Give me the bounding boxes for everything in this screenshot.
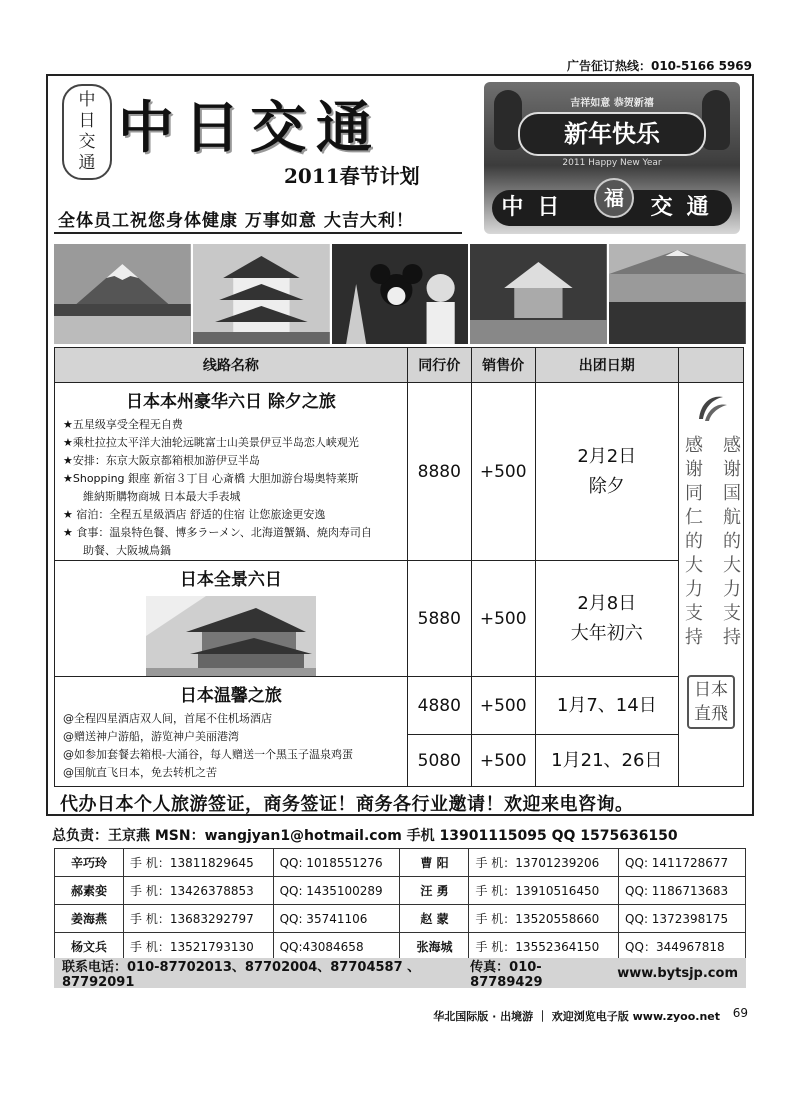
seal-char: 日 (78, 111, 96, 131)
feature-line: ★安排：东京大阪京都箱根加游伊豆半岛 (63, 454, 260, 467)
contact-phone: 手 机：13426378853 (124, 877, 274, 905)
date-note: 除夕 (588, 475, 625, 497)
ny-title: 新年快乐 (518, 112, 706, 156)
table-row (55, 677, 744, 735)
page-number: 69 (732, 1006, 748, 1020)
contact-row (55, 849, 746, 877)
mount-fuji-flowers-image (54, 244, 191, 344)
seal-char: 通 (78, 153, 96, 173)
contact-qq: QQ: 1018551276 (273, 849, 400, 877)
feature-line: ★五星级享受全程无自费 (63, 418, 183, 431)
osaka-castle-image (193, 244, 330, 344)
fu-emblem: 福 (594, 178, 634, 218)
ny-brand-left: 中日 (501, 195, 574, 220)
route-features (55, 710, 407, 782)
direct-flight-stamp: 日本直飛 (687, 675, 735, 729)
website-link[interactable]: www.bytsjp.com (617, 965, 738, 981)
date-note: 大年初六 (570, 622, 643, 644)
contact-name: 杨文兵 (55, 933, 124, 961)
contact-bar (54, 958, 746, 988)
thanks-text (679, 435, 743, 651)
greeting: 全体员工祝您身体健康 万事如意 大吉大利！ (58, 211, 414, 231)
contact-name: 辛巧玲 (55, 849, 124, 877)
sale-price: +500 (471, 735, 535, 787)
col-header: 线路名称 (55, 348, 408, 383)
contact-phone: 手 机：13520558660 (469, 905, 619, 933)
thanks-airline: 感谢国航的大力支持 (719, 435, 741, 651)
contact-qq: QQ: 35741106 (273, 905, 400, 933)
ny-year: 2011 Happy New Year (562, 158, 662, 168)
brand-title: 中日交通 (118, 95, 382, 161)
col-header: 同行价 (407, 348, 471, 383)
contact-phone: 手 机：13701239206 (469, 849, 619, 877)
col-header: 出团日期 (535, 348, 678, 383)
departure-date: 1月7、14日 (535, 677, 678, 735)
table-header-row (55, 348, 744, 383)
greeting-underline (54, 232, 462, 234)
contact-name: 汪 勇 (400, 877, 469, 905)
contact-row (55, 877, 746, 905)
contact-qq: QQ: 1411728677 (619, 849, 746, 877)
peer-price: 4880 (407, 677, 471, 735)
peer-price: 5080 (407, 735, 471, 787)
feature-line: ★Shopping 銀座 新宿３丁目 心斎橋 大胆加游台場奥特莱斯 (63, 472, 359, 485)
thanks-column (678, 383, 743, 787)
contact-qq: QQ: 1435100289 (273, 877, 400, 905)
seal-char: 交 (78, 132, 96, 152)
route-cell (55, 561, 408, 677)
manager-contact: 总负责：王京燕 MSN：wangjyan1@hotmail.com 手机 13901115095 QQ 1575636150 (52, 828, 678, 844)
feature-line: ★ 宿泊：全程五星級酒店 舒适的住宿 让您旅途更安逸 (63, 508, 326, 521)
tel-line: 联系电话：010-87702013、87702004、87704587 、87792091 (62, 960, 421, 990)
route-name: 日本本州豪华六日 除夕之旅 (125, 392, 336, 412)
ny-blessing: 吉祥如意 恭贺新禧 (570, 98, 654, 109)
route-cell (55, 383, 408, 561)
peer-price: 8880 (407, 383, 471, 561)
feature-line: @全程四星酒店双人间，首尾不住机场酒店 (63, 712, 272, 725)
tour-table (54, 347, 744, 787)
plan-subtitle: 2011春节计划 (284, 164, 420, 188)
ad-hotline: 广告征订热线：010-5166 5969 (566, 59, 752, 73)
contact-qq: QQ: 1372398175 (619, 905, 746, 933)
sale-price: +500 (471, 383, 535, 561)
contact-name: 郝素娈 (55, 877, 124, 905)
contact-row (55, 905, 746, 933)
feature-line: @如参加套餐去箱根-大涌谷，每人赠送一个黑玉子温泉鸡蛋 (63, 748, 353, 761)
ny-brand-right: 交通 (650, 195, 723, 220)
contact-phone: 手 机：13811829645 (124, 849, 274, 877)
fax-line: 传真：010-87789429 (470, 960, 543, 990)
golden-pavilion-image (470, 244, 607, 344)
brand-seal (62, 84, 112, 180)
contact-name: 姜海燕 (55, 905, 124, 933)
feature-line: ★ 食事：温泉特色餐、博多ラーメン、北海道蟹鍋、焼肉寿司自 (63, 526, 372, 539)
temple-snow-image (146, 596, 316, 676)
contact-name: 赵 蒙 (400, 905, 469, 933)
table-row (55, 383, 744, 561)
contact-qq: QQ: 1186713683 (619, 877, 746, 905)
contact-name: 曹 阳 (400, 849, 469, 877)
feature-line: @国航直飞日本，免去转机之苦 (63, 766, 217, 779)
table-row (55, 561, 744, 677)
feature-line: ★乘杜拉拉太平洋大油轮远眺富士山美景伊豆半岛恋人峡观光 (63, 436, 359, 449)
contact-phone: 手 机：13683292797 (124, 905, 274, 933)
route-cell (55, 677, 408, 787)
feature-line: @赠送神户游船，游览神户美丽港湾 (63, 730, 239, 743)
date-value: 2月2日 (577, 445, 637, 467)
thanks-staff: 感谢同仁的大力支持 (681, 435, 703, 651)
sale-price: +500 (471, 677, 535, 735)
visa-banner: 代办日本个人旅游签证，商务签证！商务各行业邀请！欢迎来电咨询。 (60, 794, 634, 815)
contact-name: 张海城 (400, 933, 469, 961)
departure-date (535, 383, 678, 561)
publication-footer: 华北国际版 · 出境游 ｜ 欢迎浏览电子版 www.zyoo.net (433, 1010, 720, 1023)
contact-phone: 手 机：13521793130 (124, 933, 274, 961)
photo-strip (54, 244, 746, 344)
new-year-graphic (484, 82, 740, 234)
route-name: 日本全景六日 (179, 570, 282, 590)
departure-date: 1月21、26日 (535, 735, 678, 787)
contact-phone: 手 机：13552364150 (469, 933, 619, 961)
col-header: 销售价 (471, 348, 535, 383)
air-china-logo-icon (691, 389, 731, 429)
departure-date (535, 561, 678, 677)
contact-qq: QQ:43084658 (273, 933, 400, 961)
peer-price: 5880 (407, 561, 471, 677)
route-name: 日本温馨之旅 (179, 686, 282, 706)
contacts-table (54, 848, 746, 961)
feature-line: 助餐、大阪城鳥鍋 (83, 544, 171, 557)
fuji-lake-image (609, 244, 746, 344)
header-blank (678, 348, 743, 383)
feature-line: 維納斯購物商城 日本最大手表城 (83, 490, 241, 503)
contact-qq: QQ：344967818 (619, 933, 746, 961)
seal-char: 中 (78, 90, 96, 110)
disneyland-image (332, 244, 469, 344)
date-value: 2月8日 (577, 592, 637, 614)
route-features (55, 416, 407, 560)
sale-price: +500 (471, 561, 535, 677)
contact-phone: 手 机：13910516450 (469, 877, 619, 905)
